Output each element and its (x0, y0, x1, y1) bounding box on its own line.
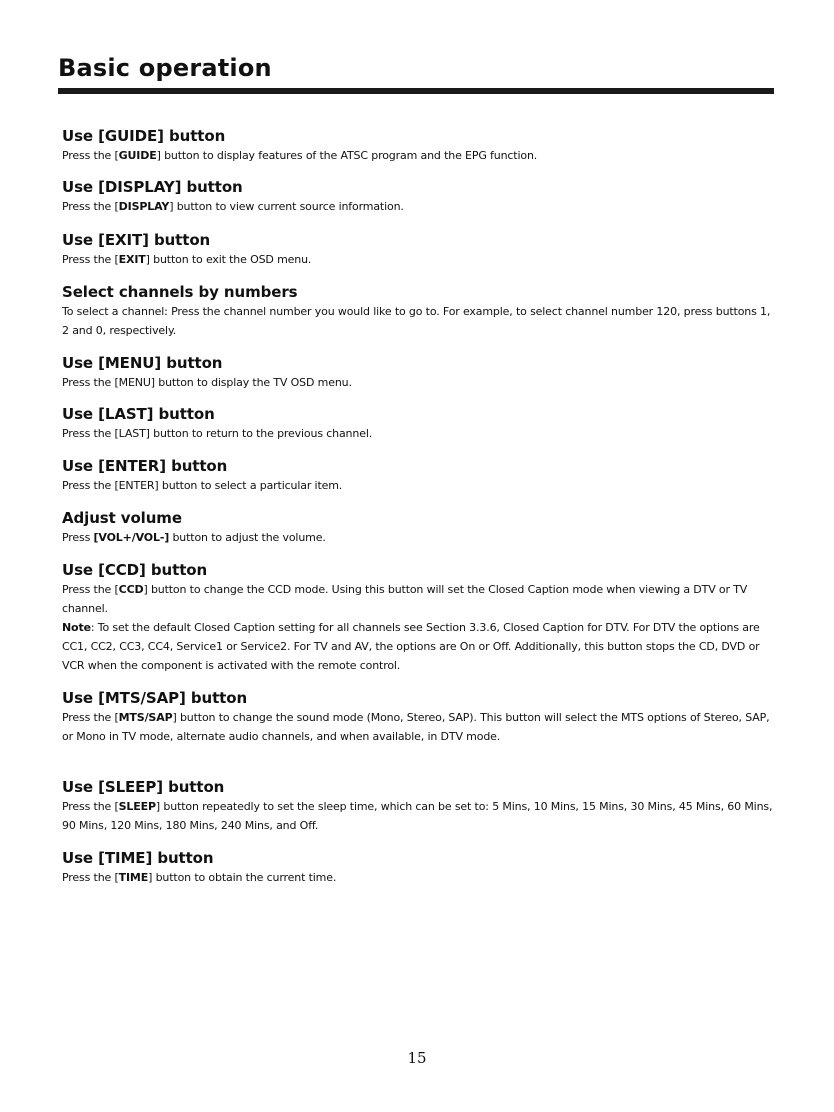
section-heading: Use [MENU] button (62, 354, 223, 372)
keyword: CCD (118, 583, 144, 596)
keyword: DISPLAY (118, 200, 170, 213)
section-heading: Use [DISPLAY] button (62, 178, 243, 196)
section-sleep-button (62, 777, 778, 835)
keyword: EXIT (118, 253, 146, 266)
section-select-channels (62, 282, 778, 340)
section-menu-button (62, 353, 778, 392)
section-text: Press the [ENTER] button to select a particular item. (62, 479, 343, 492)
section-text: Press the [MTS/SAP] button to change the sound mode (Mono, Stereo, SAP). This button will select the MTS options of Stereo, SAP, or Mono in TV mode, alternate audio channels, and when available, in DTV mode. (62, 711, 770, 743)
title-divider (58, 88, 774, 94)
section-display-button (62, 177, 778, 216)
keyword: [VOL+/VOL-] (93, 531, 170, 544)
section-heading: Use [LAST] button (62, 405, 215, 423)
section-ccd-button (62, 560, 778, 675)
section-heading: Use [EXIT] button (62, 231, 211, 249)
section-heading: Adjust volume (62, 509, 182, 527)
section-text: Press the [GUIDE] button to display features of the ATSC program and the EPG function. (62, 149, 538, 162)
page-title: Basic operation (58, 54, 272, 82)
section-text: To select a channel: Press the channel number you would like to go to. For example, to select channel number 120, press buttons 1, 2 and 0, respectively. (62, 305, 771, 337)
page-number: 15 (407, 1049, 427, 1067)
section-guide-button (62, 126, 778, 165)
section-heading: Use [SLEEP] button (62, 778, 225, 796)
section-heading: Use [CCD] button (62, 561, 208, 579)
section-heading: Select channels by numbers (62, 283, 298, 301)
keyword: SLEEP (118, 800, 156, 813)
note-text: Note: To set the default Closed Caption setting for all channels see Section 3.3.6, Closed Caption for DTV. For DTV the options are CC1, CC2, CC3, CC4, Service1 or Service2. For TV and AV, the options are On or Off. Additionally, this button stops the CD, DVD or VCR when the component is activated with the remote control. (62, 621, 760, 672)
section-text: Press the [LAST] button to return to the previous channel. (62, 427, 373, 440)
section-mts-sap-button (62, 688, 778, 746)
section-text: Press the [TIME] button to obtain the current time. (62, 871, 337, 884)
section-text: Press the [SLEEP] button repeatedly to set the sleep time, which can be set to: 5 Mins, 10 Mins, 15 Mins, 30 Mins, 45 Mins, 60 Mins, 90 Mins, 120 Mins, 180 Mins, 240 Mins, and Off. (62, 800, 773, 832)
section-heading: Use [ENTER] button (62, 457, 228, 475)
content-body (62, 126, 778, 887)
keyword: MTS/SAP (118, 711, 173, 724)
section-text: Press [VOL+/VOL-] button to adjust the volume. (62, 531, 326, 544)
section-heading: Use [TIME] button (62, 849, 214, 867)
note-label: Note (62, 621, 91, 634)
section-text: Press the [DISPLAY] button to view current source information. (62, 200, 404, 213)
section-enter-button (62, 456, 778, 495)
section-heading: Use [GUIDE] button (62, 127, 226, 145)
section-text: Press the [EXIT] button to exit the OSD menu. (62, 253, 312, 266)
keyword: TIME (118, 871, 149, 884)
section-last-button (62, 404, 778, 443)
section-exit-button (62, 230, 778, 269)
keyword: GUIDE (118, 149, 157, 162)
section-heading: Use [MTS/SAP] button (62, 689, 248, 707)
section-text: Press the [CCD] button to change the CCD mode. Using this button will set the Closed Caption mode when viewing a DTV or TV channel. (62, 583, 748, 615)
section-time-button (62, 848, 778, 887)
section-adjust-volume (62, 508, 778, 547)
section-text: Press the [MENU] button to display the TV OSD menu. (62, 376, 352, 389)
